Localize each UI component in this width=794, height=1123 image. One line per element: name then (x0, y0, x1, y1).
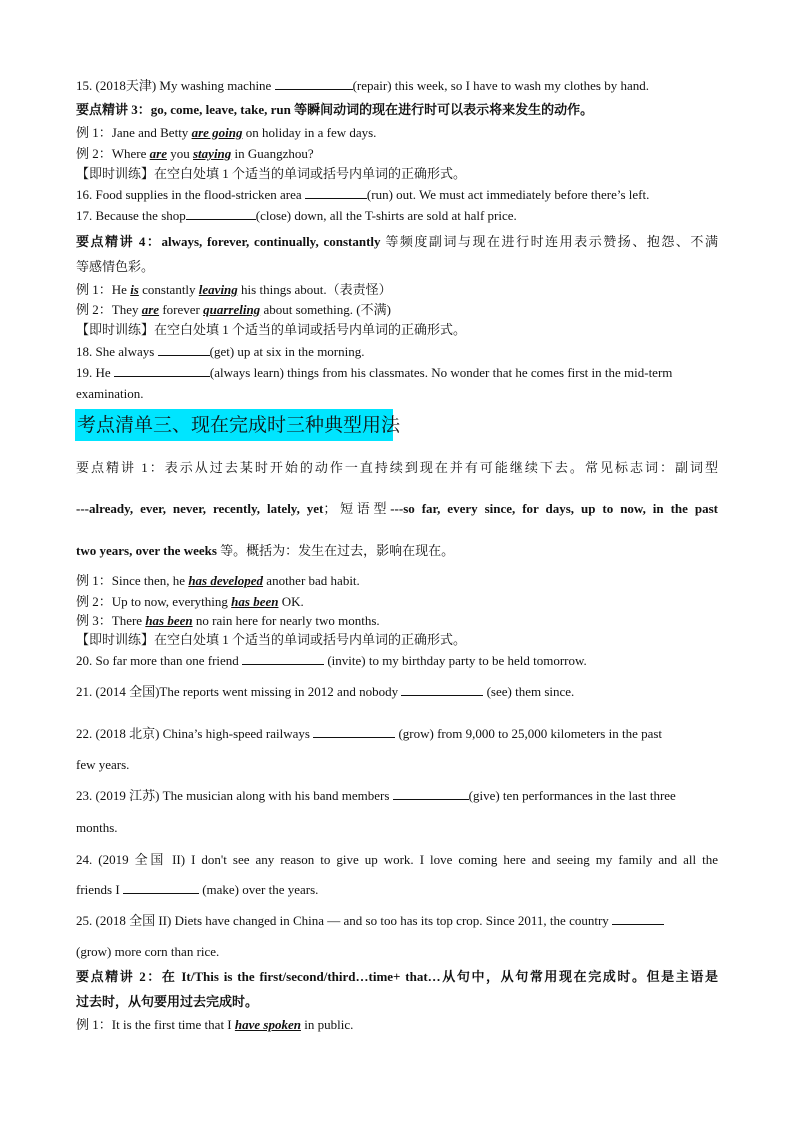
answer-blank[interactable] (612, 913, 664, 925)
question-20: 20. So far more than one friend (invite) to my birthday party to be held tomorrow. (76, 653, 587, 668)
example-line: 例 1：It is the first time that I have spoken in public. (76, 1017, 354, 1032)
question-23: 23. (2019 江苏) The musician along with his band members (give) ten performances in the last three (76, 788, 676, 803)
answer-blank[interactable] (275, 78, 353, 90)
key-point-1-line2: ---already, ever, never, recently, lately, yet；短语型---so far, every since, for days, up to now, in the past (76, 501, 718, 516)
drill-instruction: 【即时训练】在空白处填 1 个适当的单词或括号内单词的正确形式。 (76, 166, 467, 181)
question-21: 21. (2014 全国)The reports went missing in 2012 and nobody (see) them since. (76, 684, 575, 699)
question-19-cont: examination. (76, 386, 144, 401)
example-line: 例 1：He is constantly leaving his things about.（表责怪） (76, 282, 392, 297)
question-24-cont: friends I (make) over the years. (76, 882, 319, 897)
question-25-cont: (grow) more corn than rice. (76, 944, 220, 959)
example-line: 例 1：Jane and Betty are going on holiday in a few days. (76, 125, 377, 140)
key-point-4-cont: 等感情色彩。 (76, 259, 155, 274)
key-point-1-line3: two years, over the weeks 等。概括为：发生在过去，影响在现在。 (76, 543, 455, 558)
answer-blank[interactable] (242, 653, 324, 665)
answer-blank[interactable] (313, 726, 395, 738)
question-15: 15. (2018天津) My washing machine (repair) this week, so I have to wash my clothes by hand. (76, 78, 649, 93)
section-title: 考点清单三、现在完成时三种典型用法 (75, 409, 393, 441)
key-point-2: 要点精讲 2：在 It/This is the first/second/third…time+ that…从句中，从句常用现在完成时。但是主语是 (76, 969, 718, 984)
answer-blank[interactable] (158, 344, 210, 356)
question-19: 19. He (always learn) things from his classmates. No wonder that he comes first in the mid-term (76, 365, 673, 380)
example-line: 例 2：Where are you staying in Guangzhou? (76, 146, 314, 161)
question-22-cont: few years. (76, 757, 130, 772)
drill-instruction: 【即时训练】在空白处填 1 个适当的单词或括号内单词的正确形式。 (76, 322, 467, 337)
drill-instruction: 【即时训练】在空白处填 1 个适当的单词或括号内单词的正确形式。 (76, 632, 467, 647)
question-22: 22. (2018 北京) China’s high-speed railways (grow) from 9,000 to 25,000 kilometers in the past (76, 726, 663, 741)
example-line: 例 1：Since then, he has developed another bad habit. (76, 573, 360, 588)
answer-blank[interactable] (305, 187, 367, 199)
question-24: 24. (2019 全国 II) I don't see any reason to give up work. I love coming here and seeing my family and all the (76, 852, 718, 867)
answer-blank[interactable] (114, 365, 210, 377)
example-line: 例 3：There has been no rain here for nearly two months. (76, 613, 380, 628)
answer-blank[interactable] (393, 788, 469, 800)
key-point-2-cont: 过去时，从句要用过去完成时。 (76, 994, 259, 1009)
answer-blank[interactable] (186, 208, 256, 220)
question-23-cont: months. (76, 820, 118, 835)
question-25: 25. (2018 全国 II) Diets have changed in China — and so too has its top crop. Since 2011, the country (76, 913, 664, 929)
question-17: 17. Because the shop (close) down, all the T-shirts are sold at half price. (76, 208, 517, 223)
answer-blank[interactable] (401, 684, 483, 696)
example-line: 例 2：They are forever quarreling about something. (不满) (76, 302, 391, 317)
question-16: 16. Food supplies in the flood-stricken area (run) out. We must act immediately before there’s left. (76, 187, 650, 202)
example-line: 例 2：Up to now, everything has been OK. (76, 594, 304, 609)
key-point-3: 要点精讲 3：go, come, leave, take, run 等瞬间动词的现在进行时可以表示将来发生的动作。 (76, 102, 594, 117)
key-point-1: 要点精讲 1：表示从过去某时开始的动作一直持续到现在并有可能继续下去。常见标志词：副词型 (76, 460, 718, 475)
question-18: 18. She always (get) up at six in the morning. (76, 344, 365, 359)
key-point-4: 要点精讲 4：always, forever, continually, constantly 等频度副词与现在进行时连用表示赞扬、抱怨、不满 (76, 234, 718, 249)
answer-blank[interactable] (123, 882, 199, 894)
